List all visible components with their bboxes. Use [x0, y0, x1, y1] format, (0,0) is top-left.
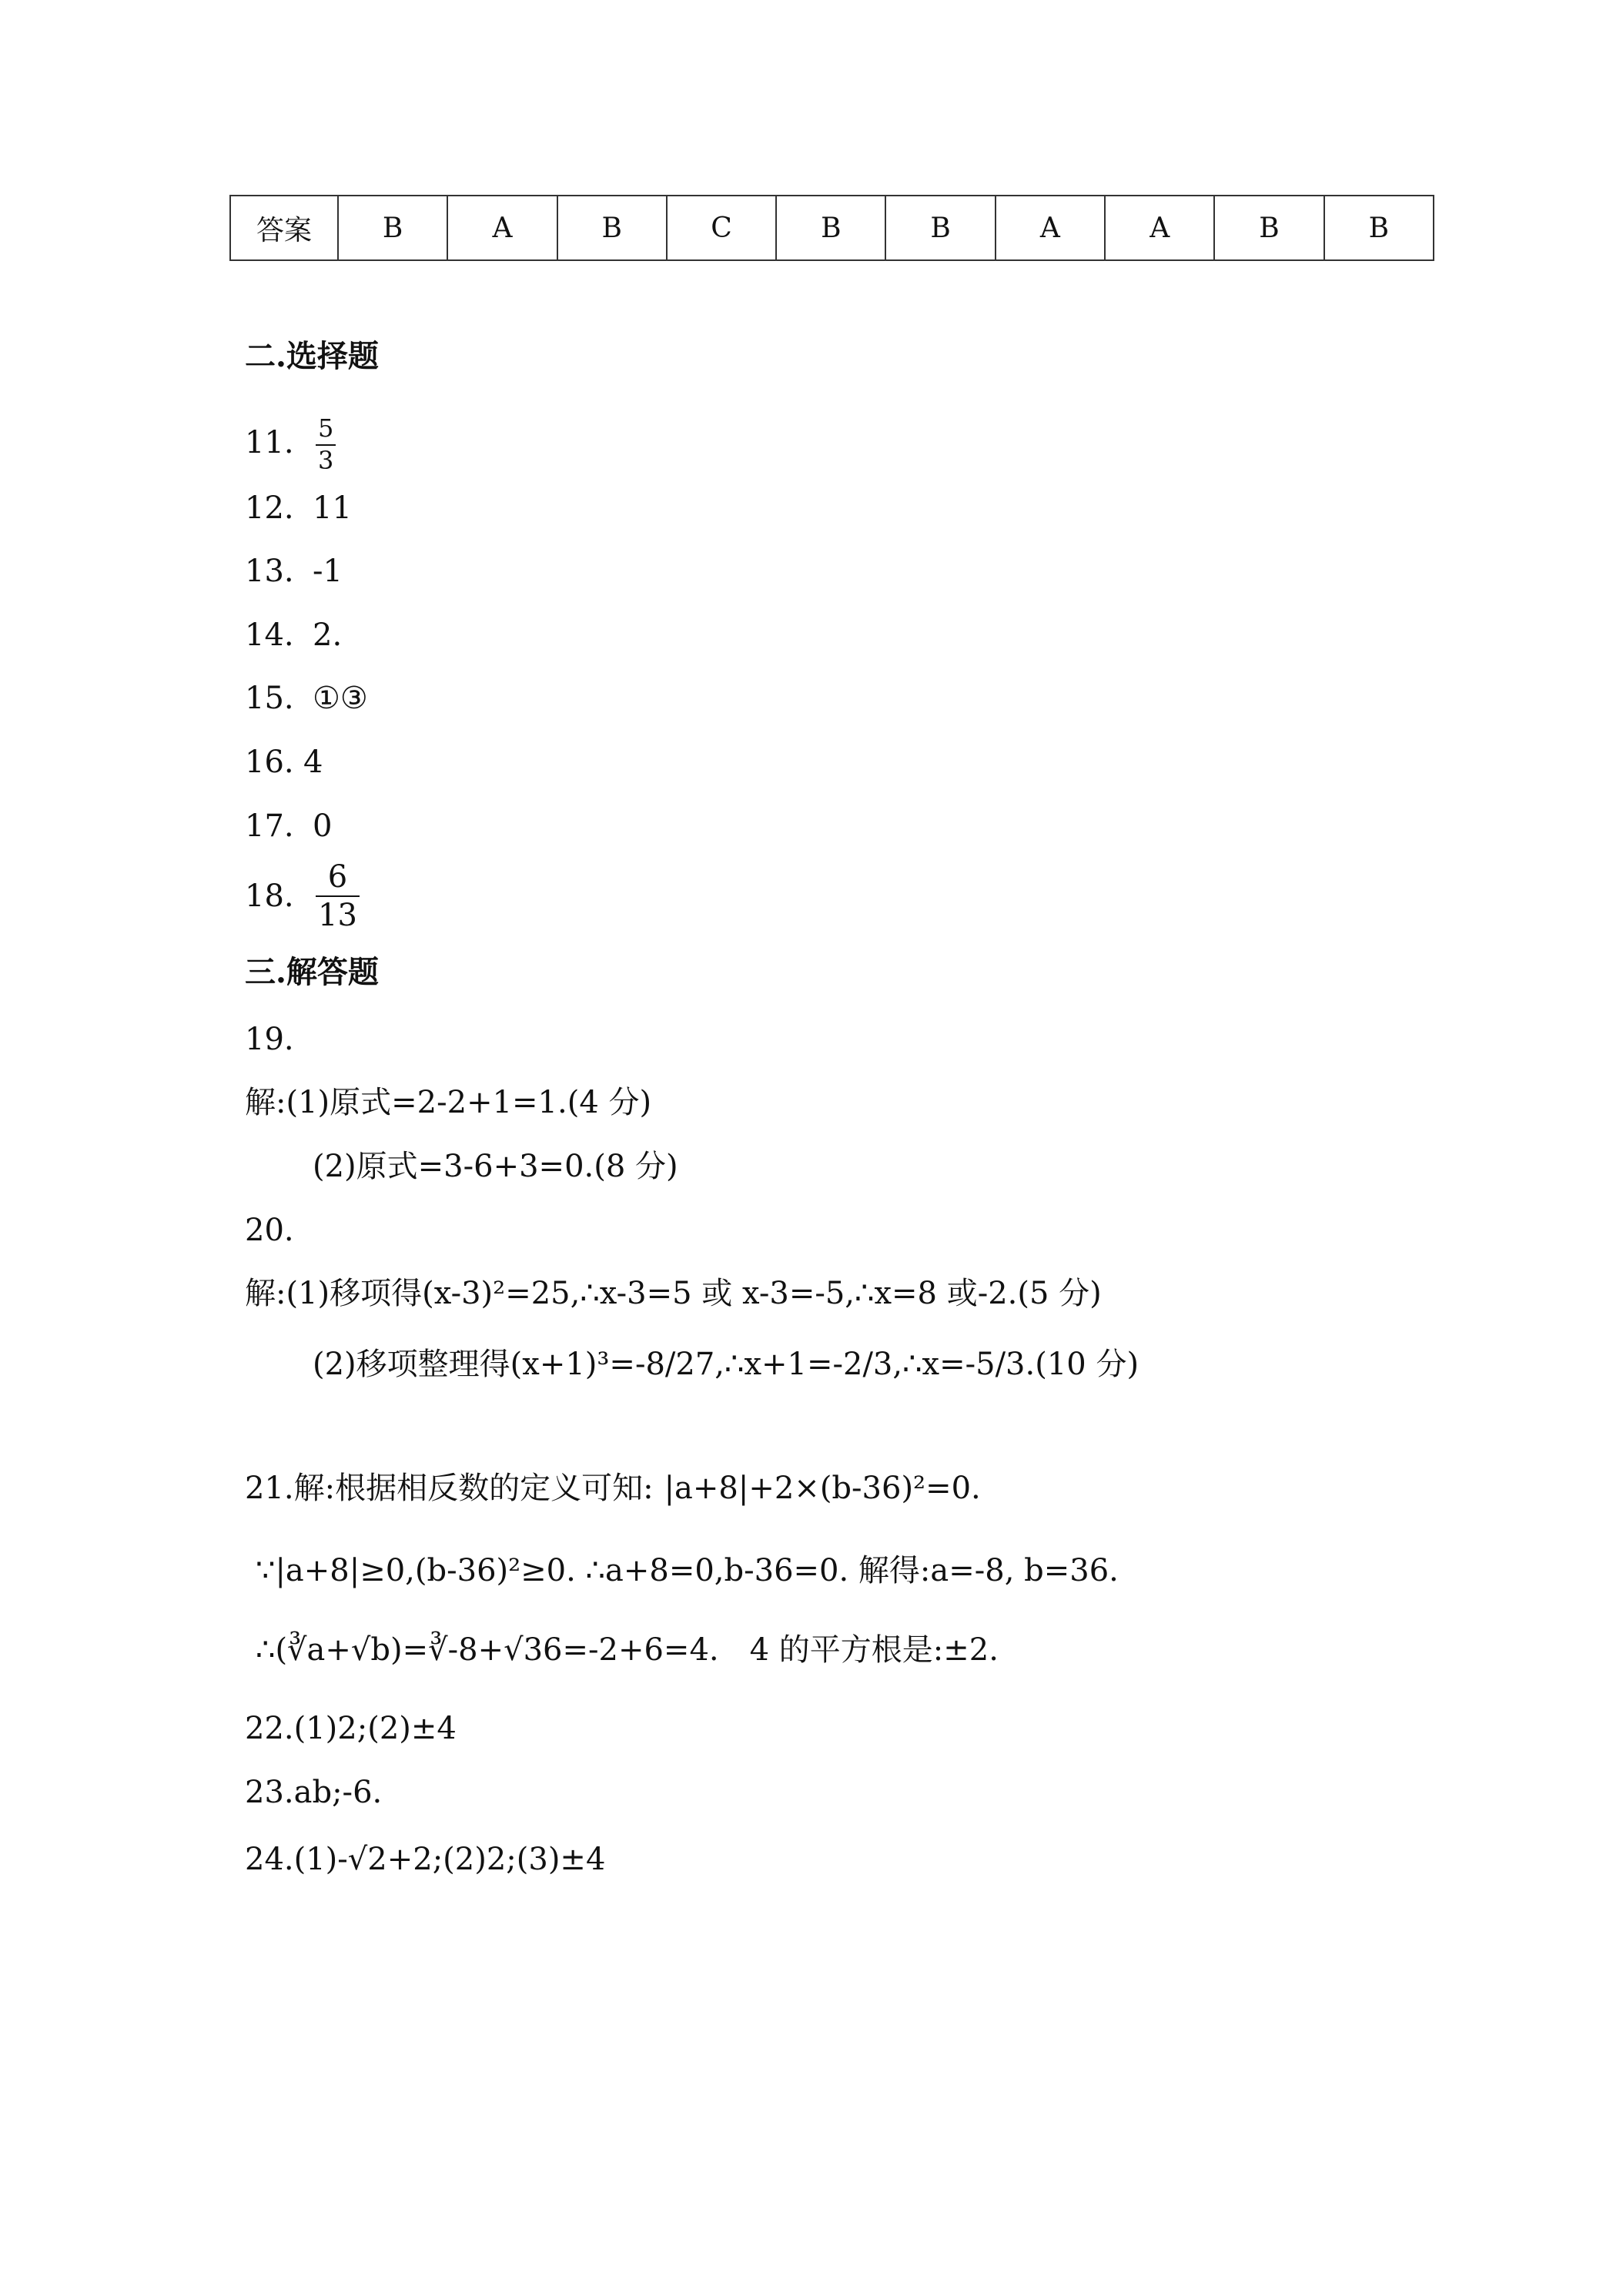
q21-line-3	[256, 1632, 999, 1668]
q20-line-2: (2)移项整理得(x+1)³=-8/27,∴x+1=-2/3,∴x=-5/3.(10 分)	[313, 1347, 1139, 1382]
section2-heading: 二.选择题	[245, 338, 379, 374]
q24	[245, 1844, 605, 1875]
item-answer: (1)-√2+2;(2)2;(3)±4	[293, 1842, 606, 1877]
item-number: 13.	[245, 554, 294, 589]
answer-cell-7: A	[996, 196, 1105, 260]
answer-cell-1: B	[338, 196, 447, 260]
q20-number: 20.	[245, 1213, 294, 1248]
numerator: 6	[327, 859, 348, 895]
answer-cell-6: B	[885, 196, 995, 260]
item-16	[245, 747, 323, 778]
q21-intro: 解:根据相反数的定义可知:	[293, 1471, 654, 1506]
answer-table	[229, 195, 1434, 261]
item-answer: -1	[313, 554, 343, 589]
answer-row	[230, 196, 1434, 260]
answer-cell-10: B	[1324, 196, 1434, 260]
item-number: 15.	[245, 681, 294, 716]
q21-number: 21.	[245, 1471, 294, 1506]
item-answer: 0	[313, 808, 333, 844]
answer-cell-2: A	[447, 196, 557, 260]
fraction	[316, 861, 360, 932]
answer-cell-9: B	[1214, 196, 1323, 260]
q19-line-1: 解:(1)原式=2-2+1=1.(4 分)	[245, 1085, 652, 1120]
numerator: 5	[318, 413, 334, 443]
item-13	[245, 556, 343, 587]
item-number: 18.	[245, 879, 294, 914]
q19-line-2: (2)原式=3-6+3=0.(8 分)	[313, 1149, 678, 1184]
q21-square-root: 4 的平方根是:±2.	[749, 1632, 999, 1668]
q20-line-1: 解:(1)移项得(x-3)²=25,∴x-3=5 或 x-3=-5,∴x=8 或-2.(5 分)	[245, 1276, 1102, 1311]
answer-cell-8: A	[1105, 196, 1214, 260]
section3-heading: 三.解答题	[245, 954, 379, 990]
item-answer: 2.	[313, 618, 343, 653]
q21-line-2: ∵|a+8|≥0,(b-36)²≥0. ∴a+8=0,b-36=0. 解得:a=-8, b=36.	[256, 1553, 1119, 1588]
item-answer: ab;-6.	[293, 1775, 383, 1810]
item-number: 17.	[245, 808, 294, 844]
item-answer: 11	[313, 490, 352, 526]
item-number: 16.	[245, 745, 294, 780]
q21-equation: |a+8|+2×(b-36)²=0.	[664, 1471, 981, 1506]
item-number: 23.	[245, 1775, 294, 1810]
q22	[245, 1713, 457, 1744]
item-18	[245, 861, 363, 932]
answer-cell-5: B	[776, 196, 885, 260]
q21-result: ∴(∛a+√b)=∛-8+√36=-2+6=4.	[256, 1632, 719, 1668]
fraction	[316, 413, 336, 475]
denominator: 3	[318, 445, 334, 475]
answer-cell-4: C	[667, 196, 776, 260]
item-number: 22.	[245, 1711, 294, 1746]
q21-line-1	[245, 1473, 981, 1504]
answer-cell-3: B	[557, 196, 667, 260]
item-12	[245, 490, 352, 526]
item-number: 11.	[245, 424, 294, 460]
item-11	[245, 413, 339, 475]
answer-label-cell: 答案	[230, 196, 338, 260]
item-14	[245, 620, 342, 651]
item-15	[245, 683, 368, 714]
item-number: 12.	[245, 490, 294, 526]
item-number: 24.	[245, 1842, 294, 1877]
item-answer: ①③	[313, 681, 368, 716]
q19-number: 19.	[245, 1022, 294, 1057]
item-answer: 4	[303, 745, 323, 780]
item-answer: (1)2;(2)±4	[293, 1711, 457, 1746]
item-number: 14.	[245, 618, 294, 653]
item-17	[245, 808, 333, 844]
q23	[245, 1777, 382, 1808]
denominator: 13	[318, 898, 357, 933]
